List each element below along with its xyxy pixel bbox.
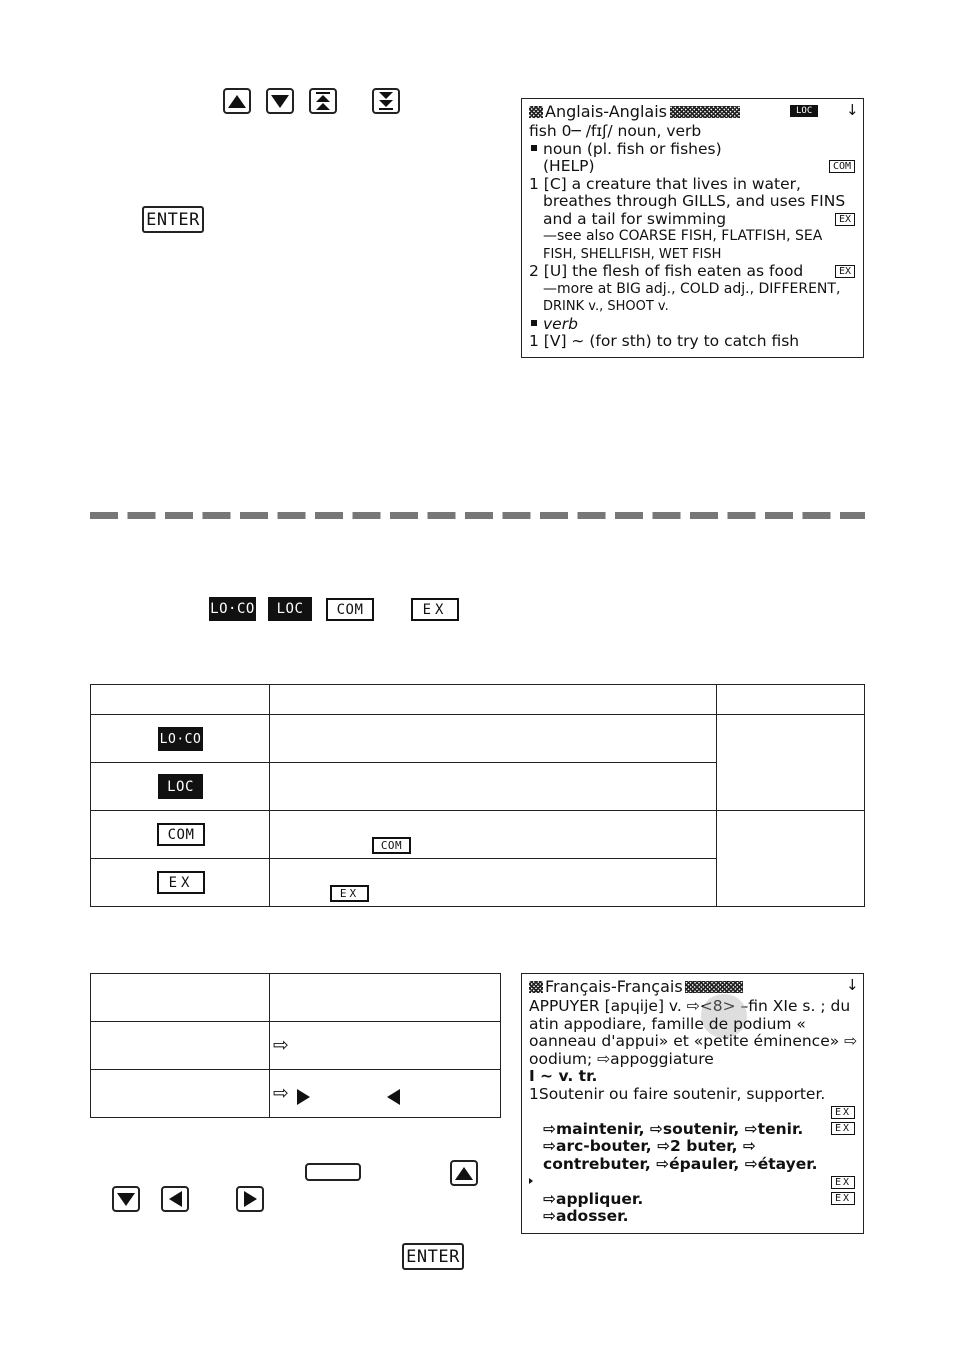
entry-line [529, 1068, 863, 1086]
entry-headword [529, 123, 863, 141]
triangle-right-icon [297, 1089, 310, 1105]
screen-title: Français-Français [545, 977, 683, 996]
table-cell [270, 763, 717, 811]
line-text: 1 [V] ∼ (for sth) to try to catch fish [529, 332, 800, 350]
table-header-cell [717, 685, 865, 715]
reference-symbol-table [90, 973, 501, 1118]
down-arrow-icon: ↓ [846, 976, 859, 994]
table-cell [91, 715, 270, 763]
small-triangle-icon [529, 1178, 533, 1184]
right-key-icon [236, 1186, 264, 1212]
down-key-icon [266, 88, 294, 114]
entry-line [529, 263, 863, 281]
line-text: DRINK v., SHOOT v. [543, 299, 669, 314]
entry-line [529, 246, 863, 264]
ex-mini-tag: EX [835, 213, 855, 226]
entry-line [529, 1033, 863, 1051]
loc-badge: LOC [790, 105, 818, 117]
entry-line [529, 298, 863, 316]
table-row [91, 715, 865, 763]
ex-mini-tag: EX [831, 1176, 855, 1189]
table-cell [91, 763, 270, 811]
line-text: atin appodiare, famille de podium « [529, 1014, 806, 1033]
table-row [91, 811, 865, 859]
table-row [91, 974, 501, 1022]
triangle-left-icon [387, 1089, 400, 1105]
reference-arrow-icon: ⇨ [273, 1082, 289, 1104]
ex-mini-tag: EX [831, 1192, 855, 1205]
screen-title: Anglais-Anglais [545, 102, 667, 121]
line-text: APPUYER [apɥije] v. ⇨<8> –fin XIe s. ; du [529, 997, 851, 1015]
line-text: contrebuter, ⇨épauler, ⇨étayer. [543, 1154, 818, 1173]
up-key-icon [450, 1160, 478, 1186]
table-cell [270, 715, 717, 763]
entry-line [529, 158, 863, 176]
line-text: (HELP) [543, 157, 595, 175]
com-tag: COM [157, 823, 205, 846]
table-header-cell [91, 685, 270, 715]
screen-title-bar [529, 102, 863, 122]
bullet-icon [531, 320, 537, 326]
ex-mini-tag: EX [835, 265, 855, 278]
ex-tag: EX [411, 598, 459, 621]
line-text: ⇨arc-bouter, ⇨2 buter, ⇨ [543, 1137, 756, 1155]
table-cell [717, 715, 865, 811]
line-text: ⇨appliquer. [543, 1189, 644, 1208]
line-text: and a tail for swimming [543, 209, 727, 228]
enter-key-icon: ENTER [402, 1243, 464, 1270]
ex-tag: EX [157, 871, 205, 894]
table-cell [91, 1070, 270, 1118]
entry-line [529, 141, 863, 159]
line-text: —more at BIG adj., COLD adj., DIFFERENT, [543, 280, 841, 297]
loco-tag: LO·CO [209, 597, 256, 621]
line-text: 1Soutenir ou faire soutenir, supporter. [529, 1084, 826, 1103]
line-text: ⇨maintenir, ⇨soutenir, ⇨tenir. [543, 1119, 804, 1138]
section-divider [90, 512, 865, 519]
table-header-cell [270, 685, 717, 715]
entry-line [529, 1103, 863, 1121]
enter-key-icon: ENTER [142, 206, 204, 233]
table-cell [91, 859, 270, 907]
table-cell [270, 811, 717, 859]
line-text: —see also COARSE FISH, FLATFISH, SEA [543, 228, 823, 244]
hatch-decoration [529, 106, 543, 118]
table-cell [91, 974, 270, 1022]
line-text: oanneau d'appui» et «petite éminence» ⇨ [529, 1032, 858, 1050]
loco-tag: LO·CO [158, 727, 203, 751]
blank-key-icon [305, 1163, 361, 1181]
screen-title-bar [529, 977, 863, 997]
entry-headword [529, 998, 863, 1016]
entry-line [529, 1016, 863, 1034]
table-cell [717, 811, 865, 907]
hatch-decoration [685, 981, 743, 993]
ex-mini-tag: EX [831, 1106, 855, 1119]
entry-line [529, 1121, 863, 1139]
entry-line [529, 316, 863, 334]
line-text: 1 [C] a creature that lives in water, [529, 174, 801, 193]
entry-line [529, 1051, 863, 1069]
line-text: FISH, SHELLFISH, WET FISH [543, 246, 722, 262]
line-text: oodium; ⇨appoggiature [529, 1049, 714, 1068]
page-down-key-icon [372, 88, 400, 114]
hatch-decoration [529, 981, 543, 993]
loc-tag: LOC [268, 597, 312, 621]
line-text: 2 [U] the flesh of fish eaten as food [529, 262, 804, 280]
line-text: I ∼ v. tr. [529, 1067, 598, 1085]
line-text: noun (pl. fish or fishes) [543, 139, 722, 158]
page-up-key-icon [309, 88, 337, 114]
table-row [91, 1022, 501, 1070]
line-text: breathes through GILLS, and uses FINS [543, 192, 846, 210]
ex-mini-tag: EX [831, 1122, 855, 1135]
table-header-row [91, 685, 865, 715]
tag-legend-table [90, 684, 865, 907]
entry-line [529, 211, 863, 229]
left-key-icon [161, 1186, 189, 1212]
down-key-icon [112, 1186, 140, 1212]
com-tag: COM [326, 598, 374, 621]
ex-inline-tag: EX [330, 885, 369, 902]
com-mini-tag: COM [829, 160, 855, 173]
hatch-decoration [670, 106, 740, 118]
up-key-icon [223, 88, 251, 114]
entry-line [529, 1138, 863, 1156]
loc-tag: LOC [158, 774, 203, 799]
bullet-icon [531, 145, 537, 151]
table-cell [270, 974, 501, 1022]
entry-line [529, 228, 863, 246]
entry-line [529, 176, 863, 194]
table-cell [270, 1070, 501, 1118]
reference-arrow-icon: ⇨ [273, 1034, 289, 1056]
entry-line [529, 1208, 863, 1226]
entry-line [529, 1086, 863, 1104]
line-text: verb [543, 314, 578, 333]
table-cell [91, 1022, 270, 1070]
table-cell [270, 859, 717, 907]
entry-line [529, 1191, 863, 1209]
entry-line [529, 193, 863, 211]
table-cell [91, 811, 270, 859]
dictionary-screen-english [521, 98, 864, 358]
entry-line [529, 1156, 863, 1174]
com-inline-tag: COM [372, 837, 411, 854]
entry-line [529, 281, 863, 299]
line-text: fish 0─ /fɪʃ/ noun, verb [529, 122, 702, 140]
dictionary-screen-french [521, 973, 864, 1234]
down-arrow-icon: ↓ [846, 101, 859, 119]
table-row [91, 1070, 501, 1118]
entry-line [529, 333, 863, 351]
entry-line [529, 1173, 863, 1191]
table-cell [270, 1022, 501, 1070]
line-text: ⇨adosser. [543, 1207, 629, 1225]
